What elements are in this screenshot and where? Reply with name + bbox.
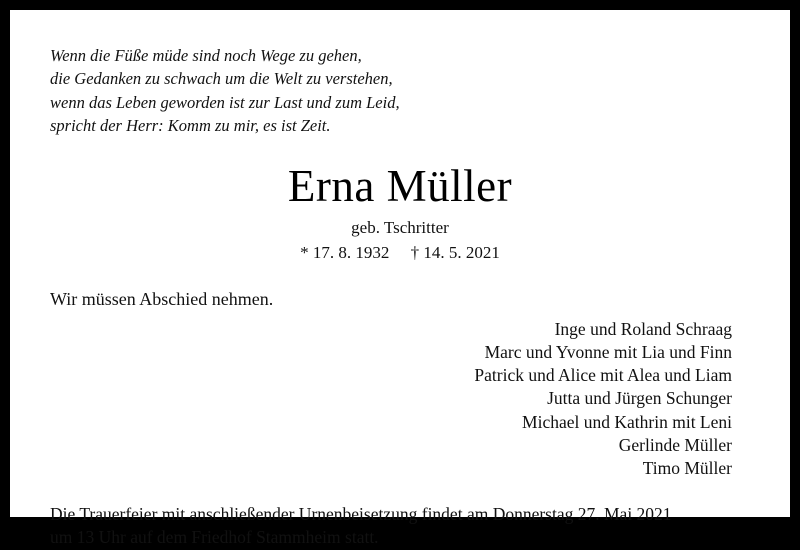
poem-line-2: die Gedanken zu schwach um die Welt zu verstehen, <box>50 69 393 89</box>
deceased-name: Erna Müller <box>287 160 513 211</box>
maiden-name: geb. Tschritter <box>351 217 449 237</box>
poem-line-4: spricht der Herr: Komm zu mir, es ist Zeit. <box>50 116 331 136</box>
list-item: Timo Müller <box>642 458 732 479</box>
list-item: Jutta und Jürgen Schunger <box>547 388 732 409</box>
list-item: Patrick und Alice mit Alea und Liam <box>474 365 732 386</box>
poem-line-1: Wenn die Füße müde sind noch Wege zu gehen, <box>50 46 362 65</box>
birth-death-dates: * 17. 8. 1932 † 14. 5. 2021 <box>300 242 500 262</box>
ceremony-line-1: Die Trauerfeier mit anschließender Urnenbeisetzung findet am Donnerstag 27. Mai 2021 <box>50 503 672 524</box>
list-item: Inge und Roland Schraag <box>554 318 732 339</box>
list-item: Gerlinde Müller <box>618 435 732 456</box>
poem-line-3: wenn das Leben geworden ist zur Last und zum Leid, <box>50 92 400 112</box>
ceremony-details <box>50 503 750 550</box>
ceremony-line-2: um 13 Uhr auf dem Friedhof Stammheim statt. <box>50 527 379 548</box>
mourners-list <box>50 318 750 481</box>
farewell-text: Wir müssen Abschied nehmen. <box>50 288 274 309</box>
list-item: Marc und Yvonne mit Lia und Finn <box>484 341 732 362</box>
list-item: Michael und Kathrin mit Leni <box>522 411 732 432</box>
obituary-notice <box>10 10 790 548</box>
poem-verse <box>50 44 750 138</box>
